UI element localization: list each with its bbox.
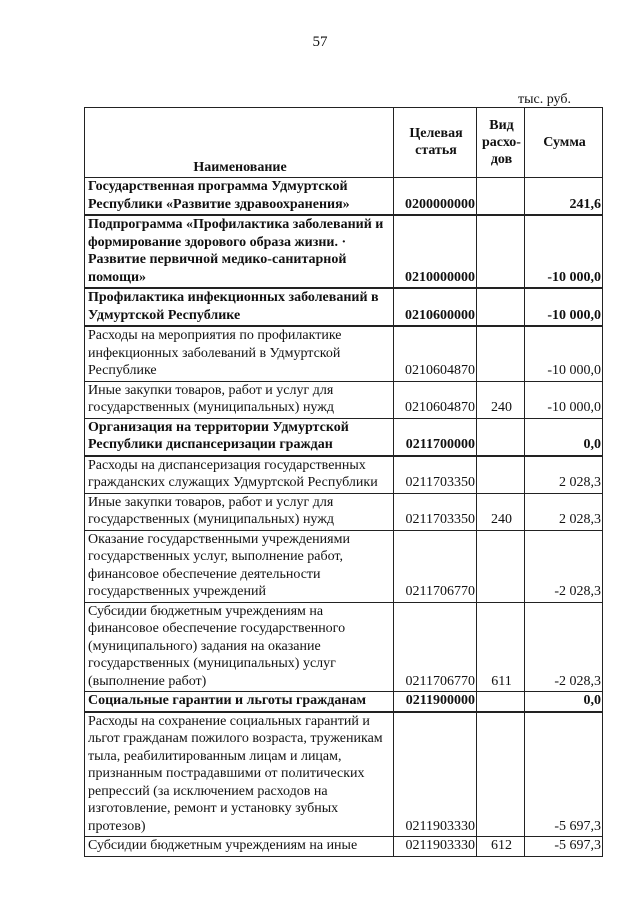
row-target-article-cell: 0211903330 <box>394 837 477 857</box>
table-row <box>85 456 603 494</box>
row-sum-cell: 0,0 <box>525 418 603 456</box>
row-target-article-cell: 0210604870 <box>394 326 477 381</box>
row-sum-cell: -2 028,3 <box>525 602 603 692</box>
row-sum-cell: -10 000,0 <box>525 381 603 418</box>
row-name-cell: Подпрограмма «Профилактика заболеваний и формирование здорового образа жизни. · Развитие первичной медико-санитарной помощи» <box>85 215 394 288</box>
row-name-cell: Иные закупки товаров, работ и услуг для государственных (муниципальных) нужд <box>85 493 394 530</box>
row-expense-type-cell <box>477 418 525 456</box>
row-sum-cell: 0,0 <box>525 692 603 712</box>
row-name-cell: Субсидии бюджетным учреждениям на финансовое обеспечение государственного (муниципального) задания на оказание государственных (муниципальных) услуг (выполнение работ) <box>85 602 394 692</box>
row-expense-type-cell: 240 <box>477 381 525 418</box>
row-target-article-cell: 0211700000 <box>394 418 477 456</box>
row-name-cell: Иные закупки товаров, работ и услуг для государственных (муниципальных) нужд <box>85 381 394 418</box>
row-expense-type-cell <box>477 456 525 494</box>
table-row <box>85 288 603 326</box>
row-target-article-cell: 0211706770 <box>394 602 477 692</box>
row-name-cell: Расходы на сохранение социальных гарантий и льгот гражданам пожилого возраста, труженикам тыла, реабилитированным лицам и лицам, признанным пострадавшими от политических репрессий (за исключением расходов на изготовление, ремонт и установку зубных протезов) <box>85 712 394 837</box>
header-name: Наименование <box>85 108 394 178</box>
budget-table <box>84 107 603 857</box>
row-name-cell: Профилактика инфекционных заболеваний в Удмуртской Республике <box>85 288 394 326</box>
row-sum-cell: 241,6 <box>525 178 603 216</box>
row-target-article-cell: 0211703350 <box>394 456 477 494</box>
row-expense-type-cell: 240 <box>477 493 525 530</box>
row-sum-cell: 2 028,3 <box>525 493 603 530</box>
row-target-article-cell: 0200000000 <box>394 178 477 216</box>
unit-label: тыс. руб. <box>518 92 571 107</box>
row-expense-type-cell <box>477 326 525 381</box>
table-row <box>85 837 603 857</box>
header-sum: Сумма <box>525 108 603 178</box>
row-sum-cell: -5 697,3 <box>525 837 603 857</box>
row-name-cell: Государственная программа Удмуртской Республики «Развитие здравоохранения» <box>85 178 394 216</box>
row-expense-type-cell: 611 <box>477 602 525 692</box>
table-row <box>85 178 603 216</box>
row-target-article-cell: 0211903330 <box>394 712 477 837</box>
row-expense-type-cell <box>477 178 525 216</box>
row-sum-cell: -2 028,3 <box>525 530 603 602</box>
table-row <box>85 692 603 712</box>
row-expense-type-cell <box>477 288 525 326</box>
row-target-article-cell: 0210604870 <box>394 381 477 418</box>
row-target-article-cell: 0211703350 <box>394 493 477 530</box>
row-name-cell: Социальные гарантии и льготы гражданам <box>85 692 394 712</box>
table-row <box>85 381 603 418</box>
row-target-article-cell: 0210000000 <box>394 215 477 288</box>
row-sum-cell: 2 028,3 <box>525 456 603 494</box>
row-expense-type-cell <box>477 215 525 288</box>
row-sum-cell: -10 000,0 <box>525 326 603 381</box>
table-row <box>85 215 603 288</box>
table-row <box>85 493 603 530</box>
row-name-cell: Субсидии бюджетным учреждениям на иные <box>85 837 394 857</box>
table-row <box>85 530 603 602</box>
header-target-article: Целевая статья <box>394 108 477 178</box>
row-name-cell: Организация на территории Удмуртской Республики диспансеризации граждан <box>85 418 394 456</box>
row-name-cell: Расходы на мероприятия по профилактике инфекционных заболеваний в Удмуртской Республике <box>85 326 394 381</box>
page-number: 57 <box>312 34 328 50</box>
table-row <box>85 602 603 692</box>
table-row <box>85 712 603 837</box>
row-expense-type-cell: 612 <box>477 837 525 857</box>
row-sum-cell: -10 000,0 <box>525 215 603 288</box>
row-sum-cell: -5 697,3 <box>525 712 603 837</box>
row-target-article-cell: 0210600000 <box>394 288 477 326</box>
table-body <box>85 178 603 857</box>
row-target-article-cell: 0211706770 <box>394 530 477 602</box>
header-expense-type: Вид расхо-дов <box>477 108 525 178</box>
table-row <box>85 326 603 381</box>
row-expense-type-cell <box>477 692 525 712</box>
table-row <box>85 418 603 456</box>
row-name-cell: Оказание государственными учреждениями государственных услуг, выполнение работ, финансовое обеспечение деятельности государственных учреждений <box>85 530 394 602</box>
row-expense-type-cell <box>477 530 525 602</box>
table-header-row <box>85 108 603 178</box>
row-expense-type-cell <box>477 712 525 837</box>
row-name-cell: Расходы на диспансеризация государственных гражданских служащих Удмуртской Республики <box>85 456 394 494</box>
row-target-article-cell: 0211900000 <box>394 692 477 712</box>
row-sum-cell: -10 000,0 <box>525 288 603 326</box>
